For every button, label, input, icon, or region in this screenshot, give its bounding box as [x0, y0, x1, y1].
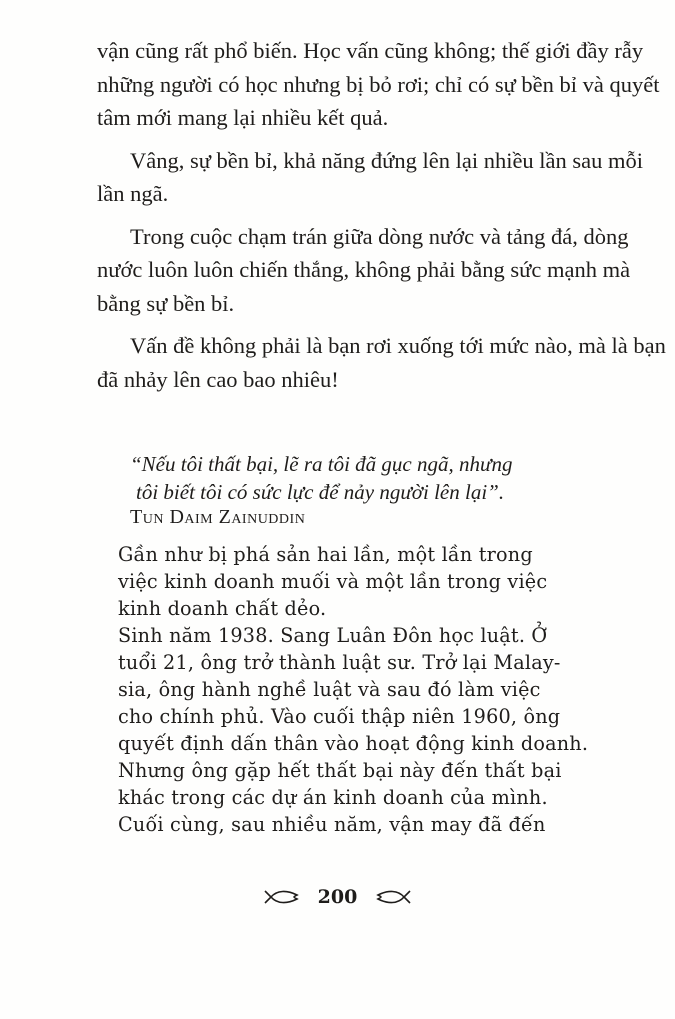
bio-line: việc kinh doanh muối và một lần trong việc: [118, 570, 548, 593]
page-number: 200: [317, 886, 358, 908]
quote-line: tôi biết tôi có sức lực để nảy người lên lại”.: [136, 480, 505, 504]
bio-line: Nhưng ông gặp hết thất bại này đến thất bại: [118, 759, 562, 782]
bio-line: Cuối cùng, sau nhiều năm, vận may đã đến: [118, 813, 546, 836]
quote-author: Tun Daim Zainuddin: [130, 506, 306, 528]
bio-line: tuổi 21, ông trở thành luật sư. Trở lại Malay-: [118, 651, 561, 674]
bio-line: khác trong các dự án kinh doanh của mình.: [118, 786, 548, 809]
fish-ornament-icon: [263, 888, 301, 906]
paragraph: vận cũng rất phổ biến. Học vấn cũng không; thế giới đầy rẫy những người có học nhưng bị bỏ rơi; chỉ có sự bền bỉ và quyết tâm mới mang lại nhiều kết quả.: [97, 38, 660, 130]
bio-line: Gần như bị phá sản hai lần, một lần trong: [118, 543, 533, 566]
bio-line: sia, ông hành nghề luật và sau đó làm việc: [118, 678, 541, 701]
main-text: [97, 34, 667, 405]
bio-line: Sinh năm 1938. Sang Luân Đôn học luật. Ở: [118, 624, 548, 647]
paragraph: Trong cuộc chạm trán giữa dòng nước và tảng đá, dòng nước luôn luôn chiến thắng, không phải bằng sức mạnh mà bằng sự bền bỉ.: [97, 223, 631, 316]
bio-line: kinh doanh chất dẻo.: [118, 597, 327, 620]
bio-line: cho chính phủ. Vào cuối thập niên 1960, ông: [118, 705, 561, 728]
quote: [130, 450, 650, 506]
paragraph: Vâng, sự bền bỉ, khả năng đứng lên lại nhiều lần sau mỗi lần ngã.: [97, 147, 644, 206]
page-footer: [0, 882, 675, 911]
biography-text: [118, 541, 618, 838]
paragraph: Vấn đề không phải là bạn rơi xuống tới mức nào, mà là bạn đã nhảy lên cao bao nhiêu!: [97, 333, 666, 392]
bio-line: quyết định dấn thân vào hoạt động kinh doanh.: [118, 732, 589, 755]
fish-ornament-icon: [374, 888, 412, 906]
quote-line: “Nếu tôi thất bại, lẽ ra tôi đã gục ngã, nhưng: [130, 452, 513, 476]
